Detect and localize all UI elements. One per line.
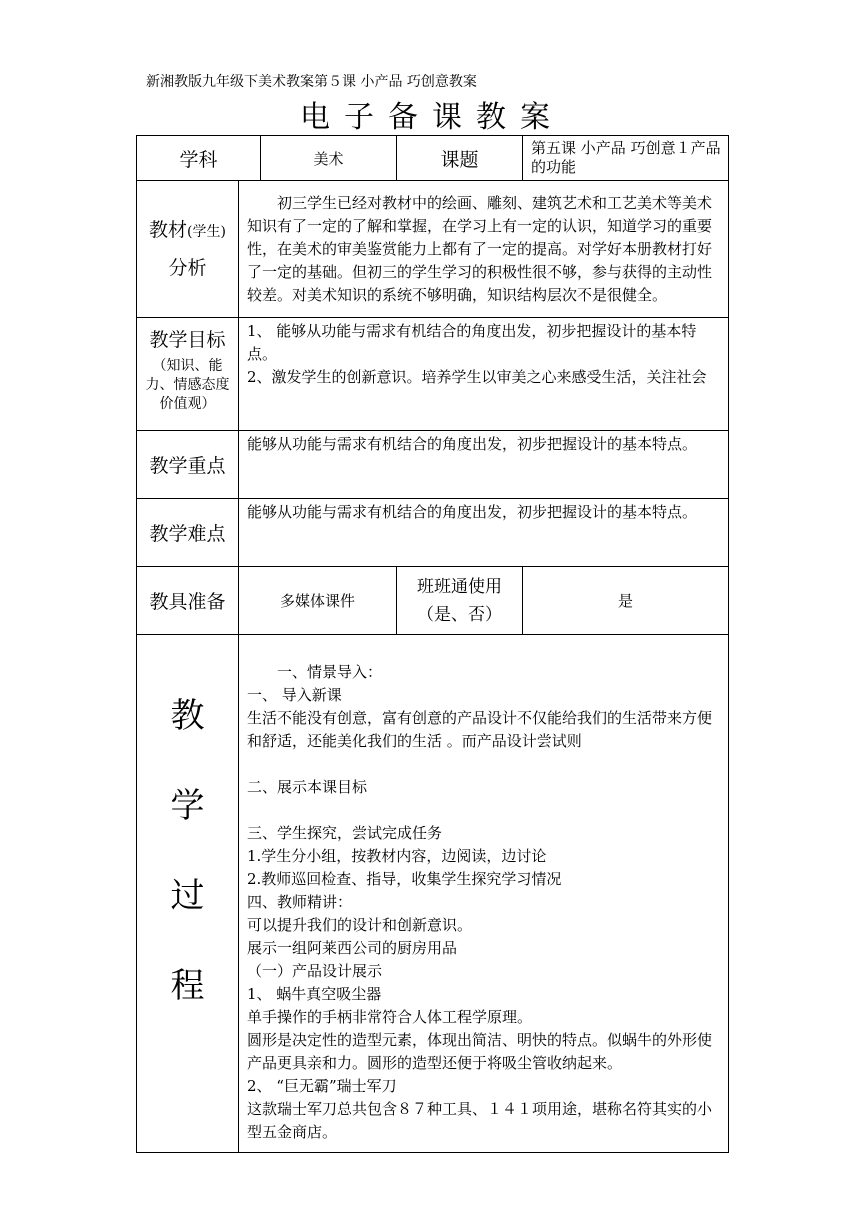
analysis-label — [137, 181, 239, 318]
goal-item: 1、 能够从功能与需求有机结合的角度出发，初步把握设计的基本特点。 — [247, 322, 697, 363]
process-line: 单手操作的手柄非常符合人体工程学原理。 — [247, 1008, 533, 1026]
process-label-char: 过 — [170, 876, 205, 916]
difficulties-label: 教学难点 — [137, 499, 239, 567]
difficulties-text: 能够从功能与需求有机结合的角度出发，初步把握设计的基本特点。 — [239, 499, 729, 567]
process-label-char: 教 — [170, 696, 205, 736]
analysis-row — [137, 181, 729, 318]
process-label-char: 学 — [170, 786, 205, 826]
tools-row — [137, 567, 729, 635]
key-points-row — [137, 431, 729, 499]
process-line — [247, 799, 722, 822]
process-row — [137, 635, 729, 1153]
process-line: 2.教师巡回检查、指导，收集学生探究学习情况 — [247, 870, 562, 888]
document-header: 新湘教版九年级下美术教案第５课 小产品 巧创意教案 — [146, 74, 477, 90]
analysis-text: 初三学生已经对教材中的绘画、雕刻、建筑艺术和工艺美术等美术知识有了一定的了解和掌握，在学习上有一定的认识，知道学习的重要性，在美术的审美鉴赏能力上都有了一定的提高。对学好本册教材打好了一定的基础。但初三的学生学习的积极性很不够，参与获得的主动性较差。对美术知识的系统不够明确，知识结构层次不是很健全。 — [239, 181, 729, 318]
goals-text — [239, 318, 729, 431]
process-line: 可以提升我们的设计和创新意识。 — [247, 916, 473, 934]
page-title: 电子备课教案 — [300, 100, 564, 135]
process-label-char: 程 — [170, 966, 205, 1006]
subject-row — [137, 136, 729, 181]
process-line — [247, 753, 722, 776]
process-line: 圆形是决定性的造型元素，体现出简洁、明快的特点。似蜗牛的外形使产品更具亲和力。圆形的造型还便于将吸尘管收纳起来。 — [247, 1031, 713, 1072]
process-line: 展示一组阿莱西公司的厨房用品 — [247, 939, 458, 957]
process-line: 生活不能没有创意，富有创意的产品设计不仅能给我们的生活带来方便和舒适，还能美化我们的生活 。而产品设计尝试则 — [247, 709, 713, 750]
process-line: 三、学生探究，尝试完成任务 — [247, 824, 443, 842]
process-label — [137, 635, 239, 1153]
process-line: （一）产品设计展示 — [247, 962, 383, 980]
subject-value: 美术 — [261, 136, 397, 181]
process-line: 一、 导入新课 — [247, 686, 342, 704]
goal-item: 2、激发学生的创新意识。培养学生以审美之心来感受生活，关注社会 — [247, 368, 707, 386]
goals-label — [137, 318, 239, 431]
analysis-label-sub: 分析 — [168, 257, 207, 279]
difficulties-row — [137, 499, 729, 567]
process-line: 二、展示本课目标 — [247, 778, 368, 796]
tools-value: 多媒体课件 — [239, 567, 397, 635]
bbt-label: 班班通使用（是、否） — [397, 567, 523, 635]
process-line: 一、情景导入： — [247, 663, 383, 681]
goals-row — [137, 318, 729, 431]
subject-label: 学科 — [137, 136, 261, 181]
analysis-label-paren: (学生) — [187, 224, 226, 240]
tools-label: 教具准备 — [137, 567, 239, 635]
process-line: 2、 “巨无霸”瑞士军刀 — [247, 1077, 397, 1095]
topic-label: 课题 — [397, 136, 523, 181]
key-points-label: 教学重点 — [137, 431, 239, 499]
analysis-label-main: 教材 — [149, 219, 188, 241]
process-line: 1、 蜗牛真空吸尘器 — [247, 985, 382, 1003]
key-points-text: 能够从功能与需求有机结合的角度出发，初步把握设计的基本特点。 — [239, 431, 729, 499]
bbt-value: 是 — [523, 567, 729, 635]
goals-label-main: 教学目标 — [149, 329, 226, 351]
process-line: 这款瑞士军刀总共包含８７种工具、１４１项用途，堪称名符其实的小型五金商店。 — [247, 1100, 713, 1141]
process-line: 1.学生分小组，按教材内容，边阅读，边讨论 — [247, 847, 547, 865]
topic-value: 第五课 小产品 巧创意１产品的功能 — [523, 136, 729, 181]
process-line: 四、教师精讲： — [247, 893, 353, 911]
goals-label-sub: （知识、能力、情感态度价值观） — [145, 358, 230, 412]
process-text — [239, 635, 729, 1153]
lesson-plan-table — [136, 135, 729, 1153]
